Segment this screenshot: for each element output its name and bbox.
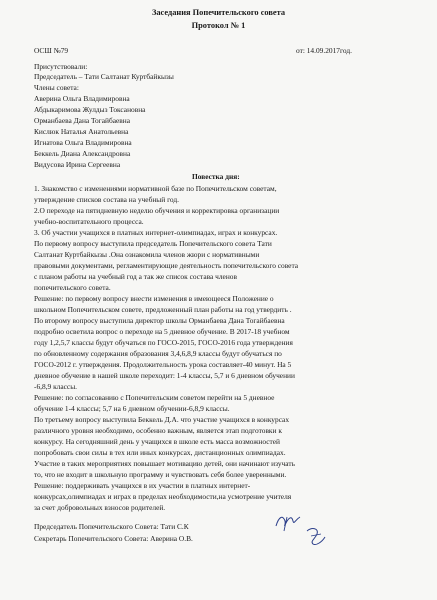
agenda-line: 1. Знакомство с изменениями нормативной базе по Попечительском советам, [34, 184, 277, 193]
document-subtitle: Протокол № 1 [191, 21, 246, 30]
member-item: Абдыкаримова Жулдыз Токсановна [34, 105, 146, 114]
body-line: конкурсу. На сегодняшний день у учащихся в школе есть масса возможностей [34, 437, 281, 446]
body-line: различного уровня необходимо, особенно важным, является этап подготовки к [34, 426, 282, 435]
body-line: году 1,2,5,7 классы будут обучаться по ГОСО-2015, ГОСО-2016 года утверждения [34, 338, 293, 347]
secretary-signature [304, 525, 328, 547]
body-line: дневное обучение в нашей школе переходит: 1-4 классы, 5,7 и 6 дневном обучении [34, 371, 295, 380]
chair-signature-line: Председатель Попечительского Совета: Тати С.К [34, 522, 189, 531]
member-item: Видусова Ирина Сергеевна [34, 160, 121, 169]
body-line: -6,8,9 классы. [34, 382, 78, 391]
body-line: Решение: по согласованию с Попечительским советом перейти на 5 дневное [34, 393, 275, 402]
body-line: то, что не входит в школьную программу и чувствовать себя более уверенными. [34, 470, 287, 479]
body-line: по обновленному содержания образования 3,4,6,8,9 классы будут обучаться по [34, 349, 282, 358]
body-line: попробовать свои силы в тех или иных конкурсах, дистанционных олимпиадах. [34, 448, 286, 457]
agenda-line: учебно-воспитательного процесса. [34, 217, 144, 226]
chair-name: Председатель – Тати Салтанат Куртбайкызы [34, 72, 174, 81]
secretary-signature-line: Секретарь Попечительского Совета: Аверина О.В. [34, 534, 193, 543]
agenda-line: 2.О переходе на пятидневную неделю обучения и корректировка организации [34, 206, 280, 215]
body-line: попечительского совета. [34, 283, 111, 292]
chair-signature [274, 512, 302, 534]
body-line: По первому вопросу выступила председатель Попечительского совета Тати [34, 239, 272, 248]
school-number: ОСШ №79 [34, 46, 69, 55]
member-item: Орманбаева Дана Тогайбаевна [34, 116, 130, 125]
present-label: Присутствовали: [34, 62, 88, 71]
body-line: подробно осветила вопрос о переходе на 5 дневное обучение. В 2017-18 учебном [34, 327, 290, 336]
document-title: Заседания Попечительского совета [151, 8, 286, 17]
member-item: Игнатова Ольга Владимировна [34, 138, 132, 147]
member-item: Беккель Диана Александровна [34, 149, 131, 158]
meeting-date: от: 14.09.2017год. [296, 46, 352, 55]
body-line: Решение: поддерживать учащихся в их участии в платных интернет- [34, 481, 251, 490]
body-line: По третьему вопросу выступила Беккель Д.А. что участие учащихся в конкурсах [34, 415, 290, 424]
body-line: правовыми документами, регламентирующие деятельность попечительского совета [34, 261, 299, 270]
members-label: Члены совета: [34, 83, 79, 92]
member-item: Кислюк Наталья Анатольевна [34, 127, 129, 136]
agenda-line: 3. Об участии учащихся в платных интернет-олимпиадах, играх и конкурсах. [34, 228, 278, 237]
body-line: школьном Попечительском совете, предложенный план работы на год утвердить . [34, 305, 292, 314]
agenda-line: утверждение списков состава на учебный год. [34, 195, 180, 204]
body-line: обучение 1-4 классы; 5,7 на 6 дневном обучении-6,8,9 классы. [34, 404, 230, 413]
body-line: Решение: по первому вопросу внести изменения в имеющееся Положение о [34, 294, 274, 303]
body-line: за счет добровольных взносов родителей. [34, 503, 166, 512]
member-item: Аверина Ольга Владимировна [34, 94, 130, 103]
body-line: По второму вопросу выступила директор школы Орманбаева Дана Тогайбаевна [34, 316, 285, 325]
agenda-title: Повестка дня: [192, 172, 240, 181]
body-line: ГОСО-2012 г. утверждения. Продолжительность урока составляет-40 минут. На 5 [34, 360, 292, 369]
body-line: с планом работы на учебный год а так же список состава членов [34, 272, 237, 281]
body-line: Участие в таких мероприятиях повышает мотивацию детей, они начинают изучать [34, 459, 295, 468]
body-line: Салтанат Куртбайкызы .Она ознакомила членов жюри с нормативными [34, 250, 260, 259]
body-line: конкурсах,олимпиадах и играх в пределах необходимости,на усмотрение учителя [34, 492, 292, 501]
